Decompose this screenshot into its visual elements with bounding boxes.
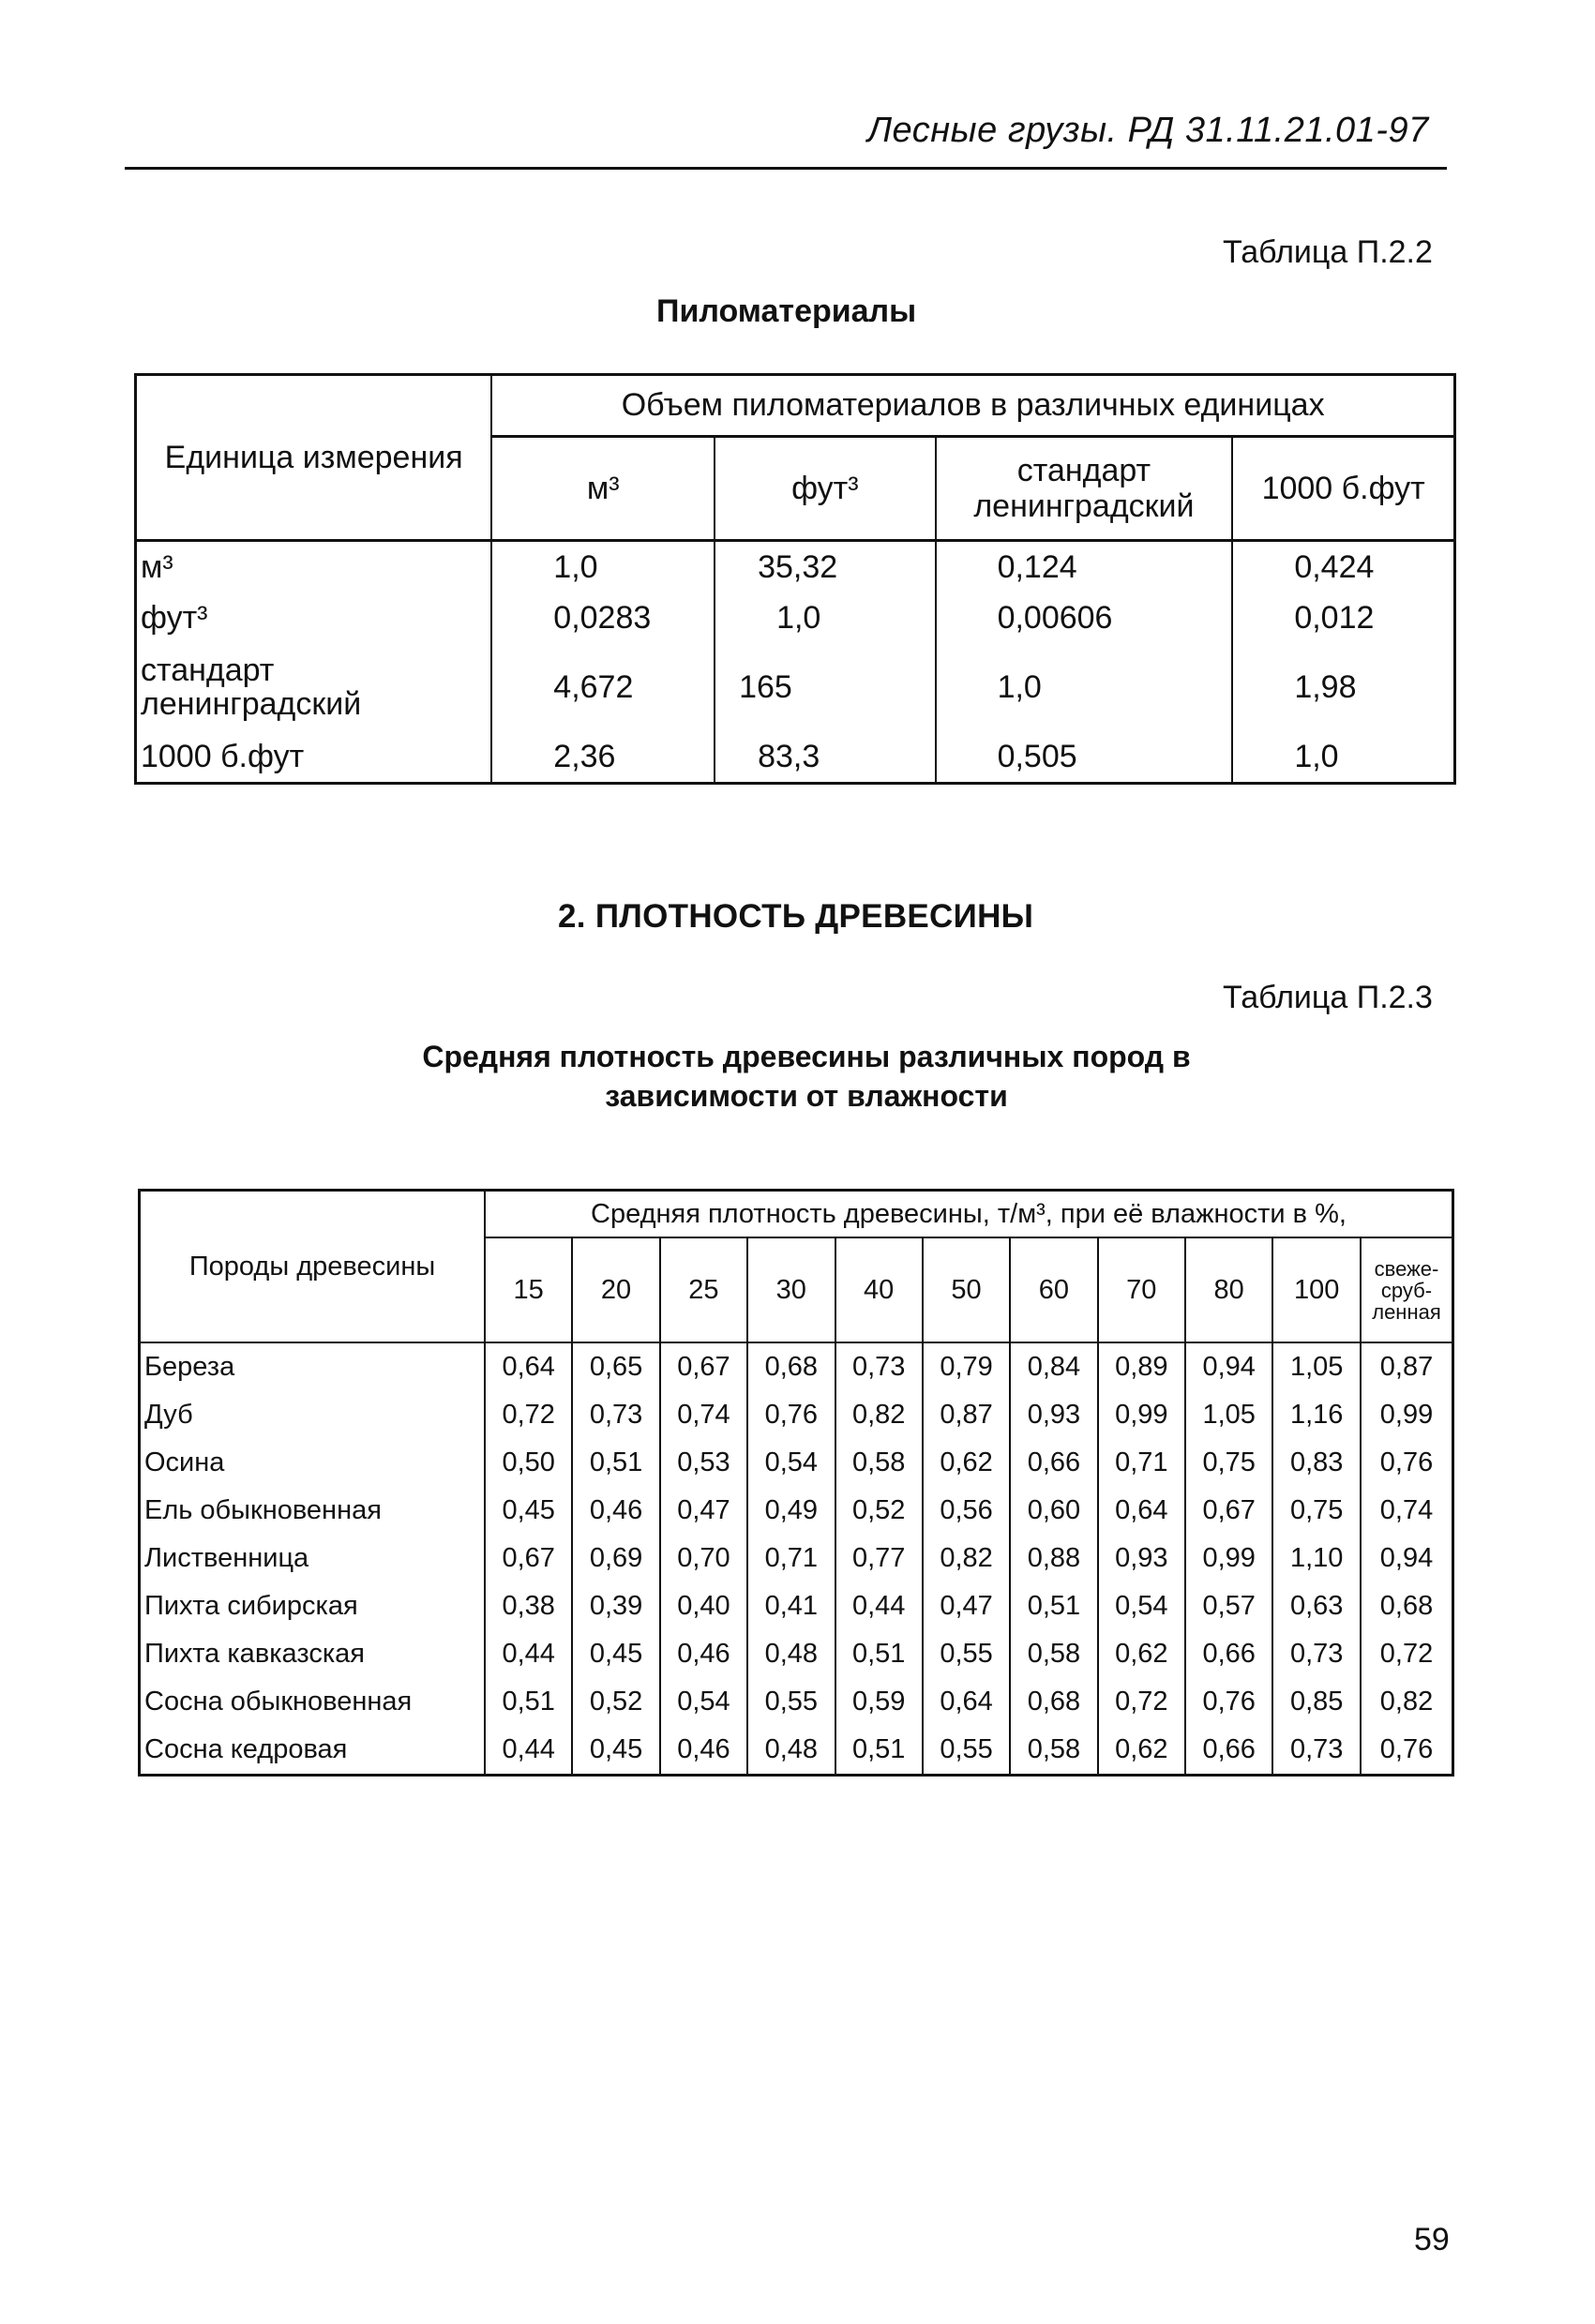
density-cell: 0,74: [1361, 1487, 1453, 1535]
density-cell: 0,69: [572, 1535, 659, 1582]
density-cell: 0,70: [660, 1535, 747, 1582]
density-cell: 0,75: [1185, 1439, 1272, 1487]
col-header-ft3: фут³: [715, 437, 935, 541]
density-cell: 0,71: [747, 1535, 835, 1582]
density-cell: 0,58: [1010, 1726, 1097, 1776]
cell: 1,0: [491, 541, 715, 593]
species-label: Пихта сибирская: [140, 1582, 486, 1630]
species-label: Дуб: [140, 1391, 486, 1439]
col-header-moisture: 40: [835, 1237, 923, 1342]
cell: 0,00606: [936, 592, 1233, 643]
density-cell: 0,71: [1098, 1439, 1185, 1487]
table-row: [140, 1391, 1453, 1439]
density-cell: 1,10: [1272, 1535, 1361, 1582]
cell: 1,0: [1232, 731, 1454, 784]
density-cell: 0,72: [1361, 1630, 1453, 1678]
lumber-volume-table: [134, 373, 1456, 785]
density-cell: 0,67: [485, 1535, 572, 1582]
density-cell: 0,68: [1361, 1582, 1453, 1630]
density-cell: 0,65: [572, 1342, 659, 1391]
density-cell: 0,51: [572, 1439, 659, 1487]
row-label: фут³: [136, 592, 492, 643]
density-cell: 0,64: [485, 1342, 572, 1391]
table-row: [140, 1630, 1453, 1678]
table-row: [136, 643, 1455, 731]
density-cell: 0,56: [923, 1487, 1010, 1535]
col-header-moisture: 80: [1185, 1237, 1272, 1342]
density-cell: 0,51: [835, 1726, 923, 1776]
species-label: Осина: [140, 1439, 486, 1487]
cell: 35,32: [715, 541, 935, 593]
col-header-fresh-cut: свеже-сруб-ленная: [1361, 1237, 1453, 1342]
density-cell: 0,57: [1185, 1582, 1272, 1630]
col-header-moisture: 20: [572, 1237, 659, 1342]
density-cell: 0,58: [1010, 1630, 1097, 1678]
species-label: Лиственница: [140, 1535, 486, 1582]
density-cell: 0,54: [660, 1678, 747, 1726]
density-cell: 0,55: [923, 1630, 1010, 1678]
density-cell: 0,64: [923, 1678, 1010, 1726]
density-cell: 0,55: [747, 1678, 835, 1726]
density-cell: 0,66: [1010, 1439, 1097, 1487]
density-cell: 0,63: [1272, 1582, 1361, 1630]
table-title-lumber: Пиломатериалы: [656, 293, 917, 329]
density-cell: 0,51: [835, 1630, 923, 1678]
row-label: стандарт ленинградский: [136, 643, 492, 731]
table-number-p23: Таблица П.2.3: [1223, 980, 1433, 1015]
density-cell: 0,73: [572, 1391, 659, 1439]
density-cell: 0,67: [1185, 1487, 1272, 1535]
cell: 0,0283: [491, 592, 715, 643]
density-cell: 0,88: [1010, 1535, 1097, 1582]
density-cell: 0,85: [1272, 1678, 1361, 1726]
density-cell: 0,38: [485, 1582, 572, 1630]
table-row: [140, 1342, 1453, 1391]
cell: 165: [715, 643, 935, 731]
table-row: [136, 541, 1455, 593]
species-label: Сосна кедровая: [140, 1726, 486, 1776]
density-cell: 0,93: [1010, 1391, 1097, 1439]
table-row: [140, 1678, 1453, 1726]
density-cell: 0,67: [660, 1342, 747, 1391]
cell: 0,505: [936, 731, 1233, 784]
density-cell: 0,72: [485, 1391, 572, 1439]
table-title-density: Средняя плотность древесины различных пород в зависимости от влажности: [422, 1040, 1191, 1113]
cell: 1,0: [715, 592, 935, 643]
density-cell: 0,48: [747, 1726, 835, 1776]
density-cell: 0,62: [923, 1439, 1010, 1487]
col-header-m3: м³: [491, 437, 715, 541]
cell: 1,0: [936, 643, 1233, 731]
density-cell: 0,51: [1010, 1582, 1097, 1630]
density-cell: 0,64: [1098, 1487, 1185, 1535]
density-cell: 0,45: [485, 1487, 572, 1535]
col-header-petrograd-standard: стандарт ленинградский: [936, 437, 1233, 541]
density-cell: 0,99: [1098, 1391, 1185, 1439]
density-cell: 0,94: [1185, 1342, 1272, 1391]
density-cell: 0,48: [747, 1630, 835, 1678]
col-header-moisture: 100: [1272, 1237, 1361, 1342]
density-cell: 0,74: [660, 1391, 747, 1439]
density-cell: 0,77: [835, 1535, 923, 1582]
density-cell: 0,76: [1361, 1439, 1453, 1487]
cell: 2,36: [491, 731, 715, 784]
density-cell: 0,73: [1272, 1630, 1361, 1678]
species-label: Ель обыкновенная: [140, 1487, 486, 1535]
density-cell: 0,46: [572, 1487, 659, 1535]
density-cell: 0,75: [1272, 1487, 1361, 1535]
table-row: [140, 1726, 1453, 1776]
density-cell: 0,82: [1361, 1678, 1453, 1726]
species-label: Береза: [140, 1342, 486, 1391]
density-cell: 0,55: [923, 1726, 1010, 1776]
density-cell: 0,40: [660, 1582, 747, 1630]
density-cell: 0,44: [485, 1630, 572, 1678]
density-cell: 0,60: [1010, 1487, 1097, 1535]
density-cell: 0,89: [1098, 1342, 1185, 1391]
density-cell: 0,99: [1361, 1391, 1453, 1439]
density-cell: 0,45: [572, 1630, 659, 1678]
density-cell: 0,82: [923, 1535, 1010, 1582]
density-cell: 0,84: [1010, 1342, 1097, 1391]
density-cell: 0,44: [485, 1726, 572, 1776]
density-cell: 0,62: [1098, 1726, 1185, 1776]
density-cell: 0,76: [1361, 1726, 1453, 1776]
col-header-moisture: 70: [1098, 1237, 1185, 1342]
density-cell: 1,16: [1272, 1391, 1361, 1439]
density-cell: 0,82: [835, 1391, 923, 1439]
density-cell: 0,47: [923, 1582, 1010, 1630]
density-cell: 0,58: [835, 1439, 923, 1487]
table-row: [136, 592, 1455, 643]
density-cell: 0,68: [1010, 1678, 1097, 1726]
density-cell: 0,76: [1185, 1678, 1272, 1726]
density-cell: 0,46: [660, 1726, 747, 1776]
row-label: м³: [136, 541, 492, 593]
density-cell: 0,41: [747, 1582, 835, 1630]
density-cell: 0,54: [747, 1439, 835, 1487]
cell: 83,3: [715, 731, 935, 784]
density-cell: 1,05: [1272, 1342, 1361, 1391]
section-heading-wood-density: 2. ПЛОТНОСТЬ ДРЕВЕСИНЫ: [558, 898, 1034, 935]
density-cell: 0,94: [1361, 1535, 1453, 1582]
cell: 0,012: [1232, 592, 1454, 643]
col-header-moisture: 60: [1010, 1237, 1097, 1342]
running-header-title: Лесные грузы. РД 31.11.21.01-97: [867, 111, 1429, 150]
row-label: 1000 б.фут: [136, 731, 492, 784]
col-header-1000-bf: 1000 б.фут: [1232, 437, 1454, 541]
density-cell: 0,87: [923, 1391, 1010, 1439]
density-cell: 0,73: [835, 1342, 923, 1391]
density-cell: 0,39: [572, 1582, 659, 1630]
density-cell: 0,66: [1185, 1630, 1272, 1678]
group-header-volume: Объем пиломатериалов в различных единицах: [491, 375, 1454, 437]
table-row: [140, 1487, 1453, 1535]
group-header-density: Средняя плотность древесины, т/м³, при её влажности в %,: [485, 1191, 1453, 1238]
density-cell: 0,52: [835, 1487, 923, 1535]
density-cell: 0,52: [572, 1678, 659, 1726]
col-header-moisture: 30: [747, 1237, 835, 1342]
table-row: [140, 1439, 1453, 1487]
wood-density-table: [138, 1189, 1454, 1777]
col-header-moisture: 50: [923, 1237, 1010, 1342]
density-cell: 0,76: [747, 1391, 835, 1439]
density-cell: 0,83: [1272, 1439, 1361, 1487]
cell: 4,672: [491, 643, 715, 731]
density-rows: [140, 1342, 1453, 1776]
table-number-p22: Таблица П.2.2: [1223, 234, 1433, 270]
density-cell: 0,68: [747, 1342, 835, 1391]
density-cell: 0,47: [660, 1487, 747, 1535]
density-cell: 0,54: [1098, 1582, 1185, 1630]
density-cell: 0,49: [747, 1487, 835, 1535]
density-cell: 0,66: [1185, 1726, 1272, 1776]
density-cell: 1,05: [1185, 1391, 1272, 1439]
density-cell: 0,51: [485, 1678, 572, 1726]
density-cell: 0,93: [1098, 1535, 1185, 1582]
cell: 0,424: [1232, 541, 1454, 593]
species-label: Пихта кавказская: [140, 1630, 486, 1678]
density-cell: 0,72: [1098, 1678, 1185, 1726]
species-label: Сосна обыкновенная: [140, 1678, 486, 1726]
page-number: 59: [1414, 2222, 1450, 2257]
density-cell: 0,59: [835, 1678, 923, 1726]
row-header-species: Породы древесины: [140, 1191, 486, 1343]
density-cell: 0,62: [1098, 1630, 1185, 1678]
density-cell: 0,53: [660, 1439, 747, 1487]
table-row: [140, 1582, 1453, 1630]
cell: 0,124: [936, 541, 1233, 593]
density-cell: 0,87: [1361, 1342, 1453, 1391]
density-cell: 0,45: [572, 1726, 659, 1776]
table-row: [136, 731, 1455, 784]
density-cell: 0,46: [660, 1630, 747, 1678]
col-header-moisture: 15: [485, 1237, 572, 1342]
col-header-moisture: 25: [660, 1237, 747, 1342]
density-cell: 0,44: [835, 1582, 923, 1630]
density-cell: 0,99: [1185, 1535, 1272, 1582]
row-header-unit: Единица измерения: [136, 375, 492, 541]
header-rule: [125, 167, 1447, 170]
density-cell: 0,50: [485, 1439, 572, 1487]
table-row: [140, 1535, 1453, 1582]
density-cell: 0,79: [923, 1342, 1010, 1391]
density-cell: 0,73: [1272, 1726, 1361, 1776]
cell: 1,98: [1232, 643, 1454, 731]
